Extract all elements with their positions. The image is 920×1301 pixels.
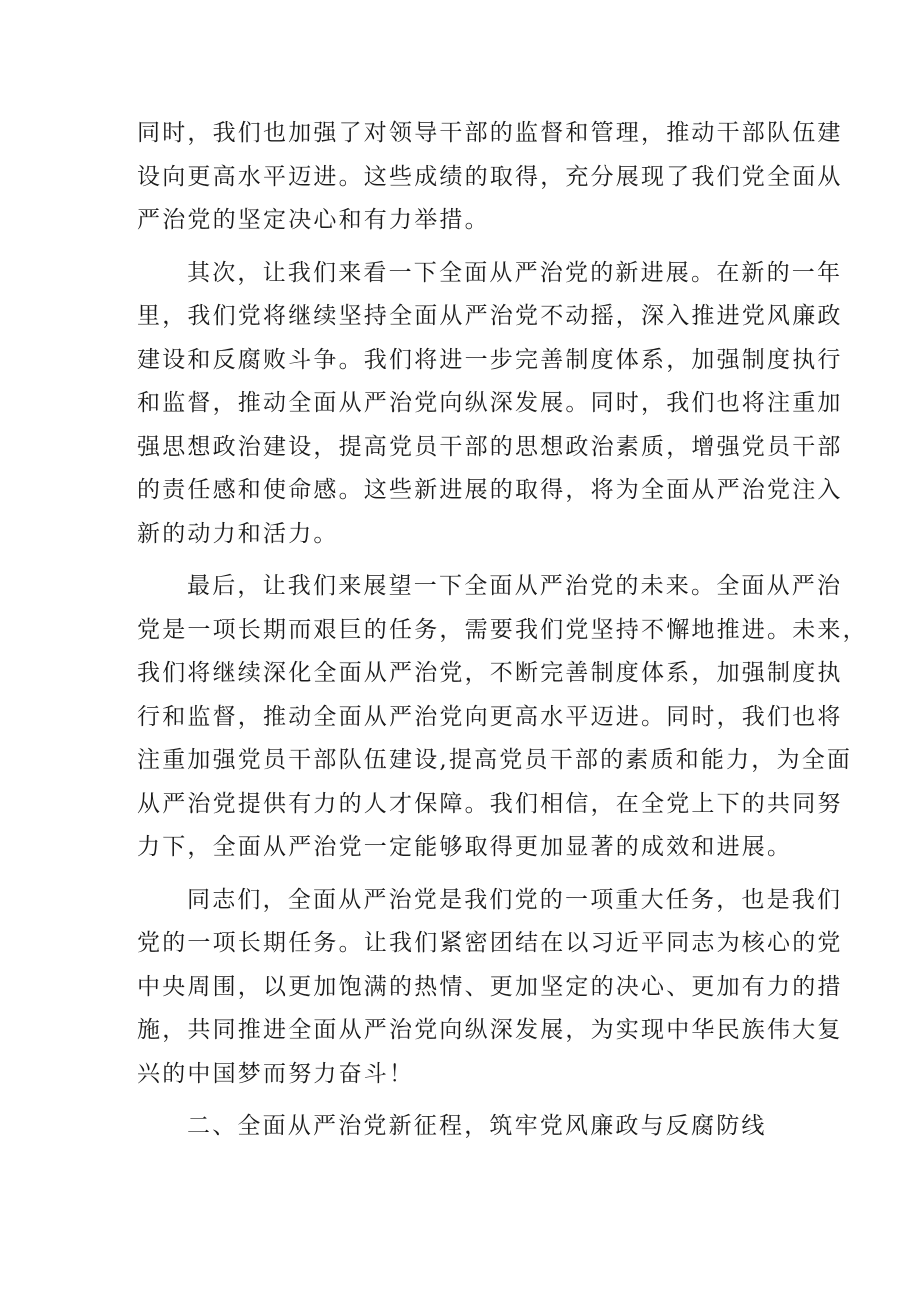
- paragraph-2: [137, 252, 843, 557]
- text-line: 我们将继续深化全面从严治党，不断完善制度体系，加强制度执: [137, 660, 843, 686]
- text-line: 党是一项长期而艰巨的任务，需要我们党坚持不懈地推进。未来，: [137, 616, 868, 643]
- text-line: 力下，全面从严治党一定能够取得更加显著的成效和进展。: [137, 834, 793, 860]
- text-line: 其次，让我们来看一下全面从严治党的新进展。在新的一年: [187, 259, 843, 286]
- text-line: 里，我们党将继续坚持全面从严治党不动摇，深入推进党风廉政: [137, 303, 843, 329]
- text-line: 中央周围，以更加饱满的热情、更加坚定的决心、更加有力的措: [137, 973, 843, 1000]
- text-line: 注重加强党员干部队伍建设,提高党员干部的素质和能力，为全面: [137, 747, 853, 773]
- text-line: 严治党的坚定决心和有力举措。: [137, 207, 490, 233]
- text-line: 从严治党提供有力的人才保障。我们相信，在全党上下的共同努: [137, 790, 843, 817]
- text-line: 设向更高水平迈进。这些成绩的取得，充分展现了我们党全面从: [137, 163, 843, 190]
- text-line: 行和监督，推动全面从严治党向更高水平迈进。同时，我们也将: [137, 703, 843, 730]
- text-line: 党的一项长期任务。让我们紧密团结在以习近平同志为核心的党: [137, 930, 843, 956]
- text-line: 兴的中国梦而努力奋斗！: [137, 1060, 415, 1087]
- text-line: 的责任感和使命感。这些新进展的取得，将为全面从严治党注入: [137, 477, 843, 503]
- text-line: 和监督，推动全面从严治党向纵深发展。同时，我们也将注重加: [137, 390, 843, 416]
- text-line: 建设和反腐败斗争。我们将进一步完善制度体系，加强制度执行: [137, 346, 843, 373]
- section-heading: 二、全面从严治党新征程，筑牢党风廉政与反腐防线: [187, 1113, 767, 1139]
- text-line: 同时，我们也加强了对领导干部的监督和管理，推动干部队伍建: [137, 120, 843, 146]
- text-line: 施，共同推进全面从严治党向纵深发展，为实现中华民族伟大复: [137, 1017, 843, 1043]
- document-body: [137, 112, 868, 1149]
- text-line: 同志们，全面从严治党是我们党的一项重大任务，也是我们: [187, 886, 843, 913]
- paragraph-3: [137, 565, 868, 870]
- paragraph-1: [137, 112, 843, 243]
- text-line: 新的动力和活力。: [137, 520, 339, 547]
- paragraph-4: [137, 879, 843, 1097]
- text-line: 最后，让我们来展望一下全面从严治党的未来。全面从严治: [187, 573, 843, 599]
- text-line: 强思想政治建设，提高党员干部的思想政治素质，增强党员干部: [137, 433, 843, 460]
